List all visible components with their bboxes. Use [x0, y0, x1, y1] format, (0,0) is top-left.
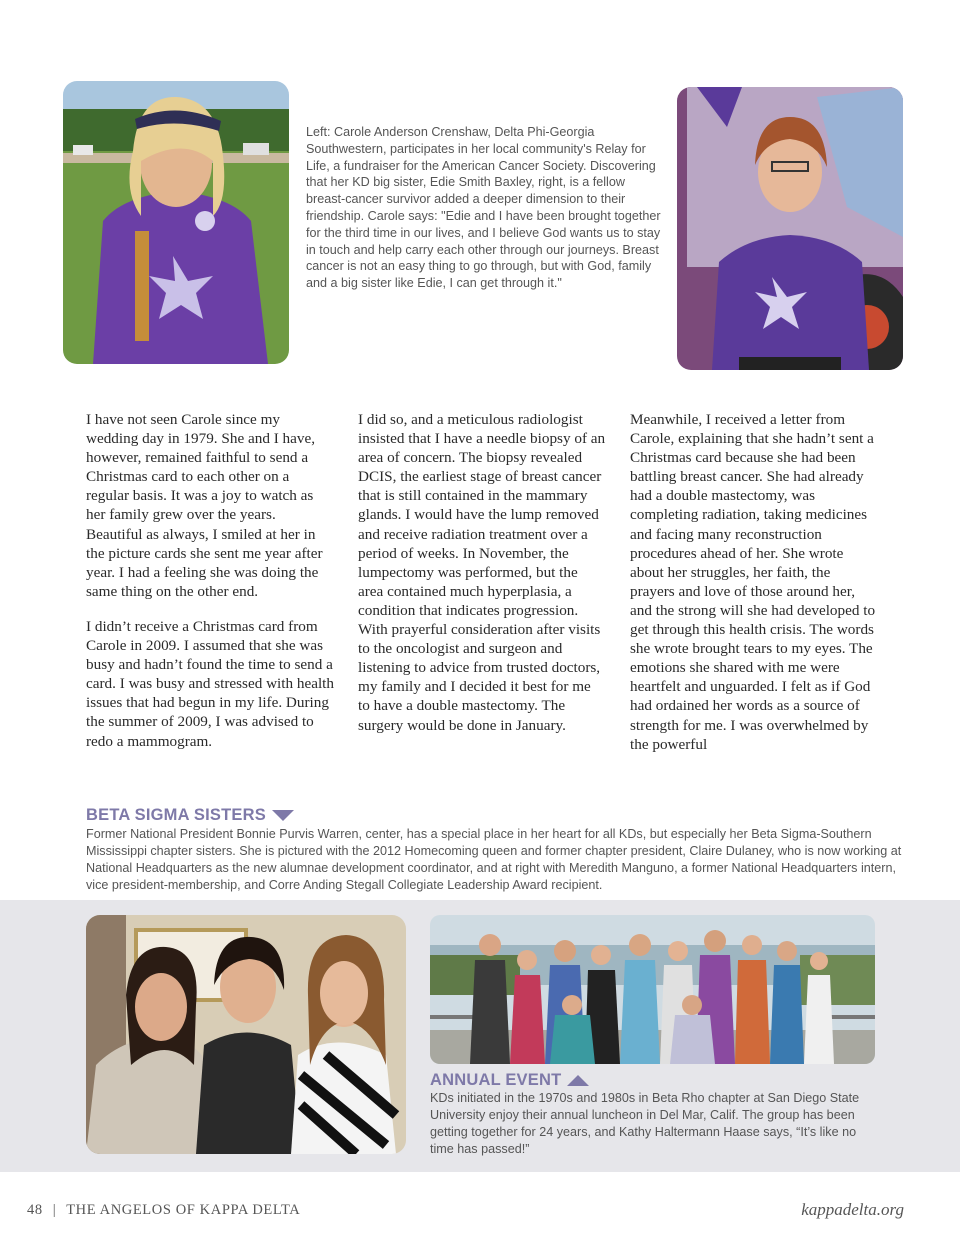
photo-beta-rho-luncheon: [430, 915, 875, 1064]
photo-edie-smith-baxley: [677, 87, 903, 370]
photo-carole-illustration: [63, 81, 289, 364]
article-paragraph: I did so, and a meticulous radiologist insisted that I have a needle biopsy of an area of concern. The biopsy revealed DCIS, the earliest stage of breast cancer that is still contained in the mammary glands. I would have the lump removed and receive radiation treatment over a period of weeks. In November, the lumpectomy was performed, but the area contained much hyperplasia, a condition that indicates progression. With prayerful consideration after visits to the oncologist and surgeon and listening to advice from trusted doctors, my family and I decided it best for me to have a double mastectomy. The surgery would be done in January.: [358, 411, 606, 734]
beta-sigma-caption: Former National President Bonnie Purvis Warren, center, has a special place in her heart for all KDs, but especially her Beta Sigma-Southern Mississippi chapter sisters. She is pictured with the 2012 Homecoming queen and former chapter president, Claire Dulaney, who is now working at National Headquarters as the new alumnae development coordinator, and at right with Meredith Manguno, a former National Headquarters intern, vice president-membership, and Corre Anding Stegall Collegiate Leadership Award recipient.: [86, 827, 902, 892]
beta-sigma-heading-text: BETA SIGMA SISTERS: [86, 806, 266, 824]
footer-separator: |: [52, 1201, 57, 1218]
triangle-up-icon: [567, 1075, 589, 1086]
triangle-down-icon: [272, 810, 294, 821]
photo-trio-illustration: [86, 915, 406, 1154]
photo-edie-illustration: [677, 87, 903, 370]
beta-sigma-heading: [86, 806, 294, 825]
page-footer: [27, 1198, 904, 1222]
photo-group-illustration: [430, 915, 875, 1064]
annual-event-heading-text: ANNUAL EVENT: [430, 1071, 562, 1089]
article-column-3: [630, 410, 878, 770]
article-column-2: [358, 410, 606, 751]
photo-carole-relay-for-life: [63, 81, 289, 364]
footer-left: [27, 1202, 300, 1219]
annual-event-heading: [430, 1071, 589, 1090]
article-paragraph: I didn’t receive a Christmas card from Carole in 2009. I assumed that she was busy and hadn’t found the time to send a card. I was busy and stressed with health issues that had begun in my life. During the summer of 2009, I was advised to redo a mammogram.: [86, 617, 334, 750]
article-paragraph: I have not seen Carole since my wedding day in 1979. She and I have, however, remained faithful to send a Christmas card to each other on a regular basis. It was a joy to watch as her family grew over the years. Beautiful as always, I smiled at her in the picture cards she sent me year after year. I had a feeling she was doing the same thing on the other end.: [86, 411, 323, 600]
top-photo-caption: Left: Carole Anderson Crenshaw, Delta Phi-Georgia Southwestern, participates in her local community's Relay for Life, a fundraiser for the American Cancer Society. Discovering that her KD big sister, Edie Smith Baxley, right, is a fellow breast-cancer survivor added a deeper dimension to their friendship. Carole says: "Edie and I have been brought together for the third time in our lives, and I believe God wants us to stay in touch and help carry each other through our journeys. Breast cancer is not an easy thing to go through, but with God, family and a big sister like Edie, I can get through it.": [306, 125, 661, 291]
website-link[interactable]: kappadelta.org: [801, 1200, 904, 1219]
photo-beta-sigma-sisters: [86, 915, 406, 1154]
article-column-1: [86, 410, 334, 767]
article-paragraph: Meanwhile, I received a letter from Carole, explaining that she hadn’t sent a Christmas card because she had been battling breast cancer. She had already had a double mastectomy, was completing radiation, taking medicines and facing many reconstruction procedures ahead of her. She wrote about her struggles, her faith, the prayers and love of those around her, and the strong will she had developed to get through this health crisis. The words she wrote brought tears to my eyes. The emotions she shared with me were heartfelt and unguarded. I felt as if God had ordained her words as a source of strength for me. I was overwhelmed by the powerful: [630, 411, 876, 753]
page-number: 48: [27, 1201, 43, 1218]
publication-name: THE ANGELOS OF KAPPA DELTA: [66, 1201, 301, 1218]
annual-event-caption: KDs initiated in the 1970s and 1980s in Beta Rho chapter at San Diego State University enjoy their annual luncheon in Del Mar, Calif. The group has been getting together for 24 years, and Kathy Haltermann Haase says, “It’s like no time has passed!”: [430, 1091, 860, 1156]
